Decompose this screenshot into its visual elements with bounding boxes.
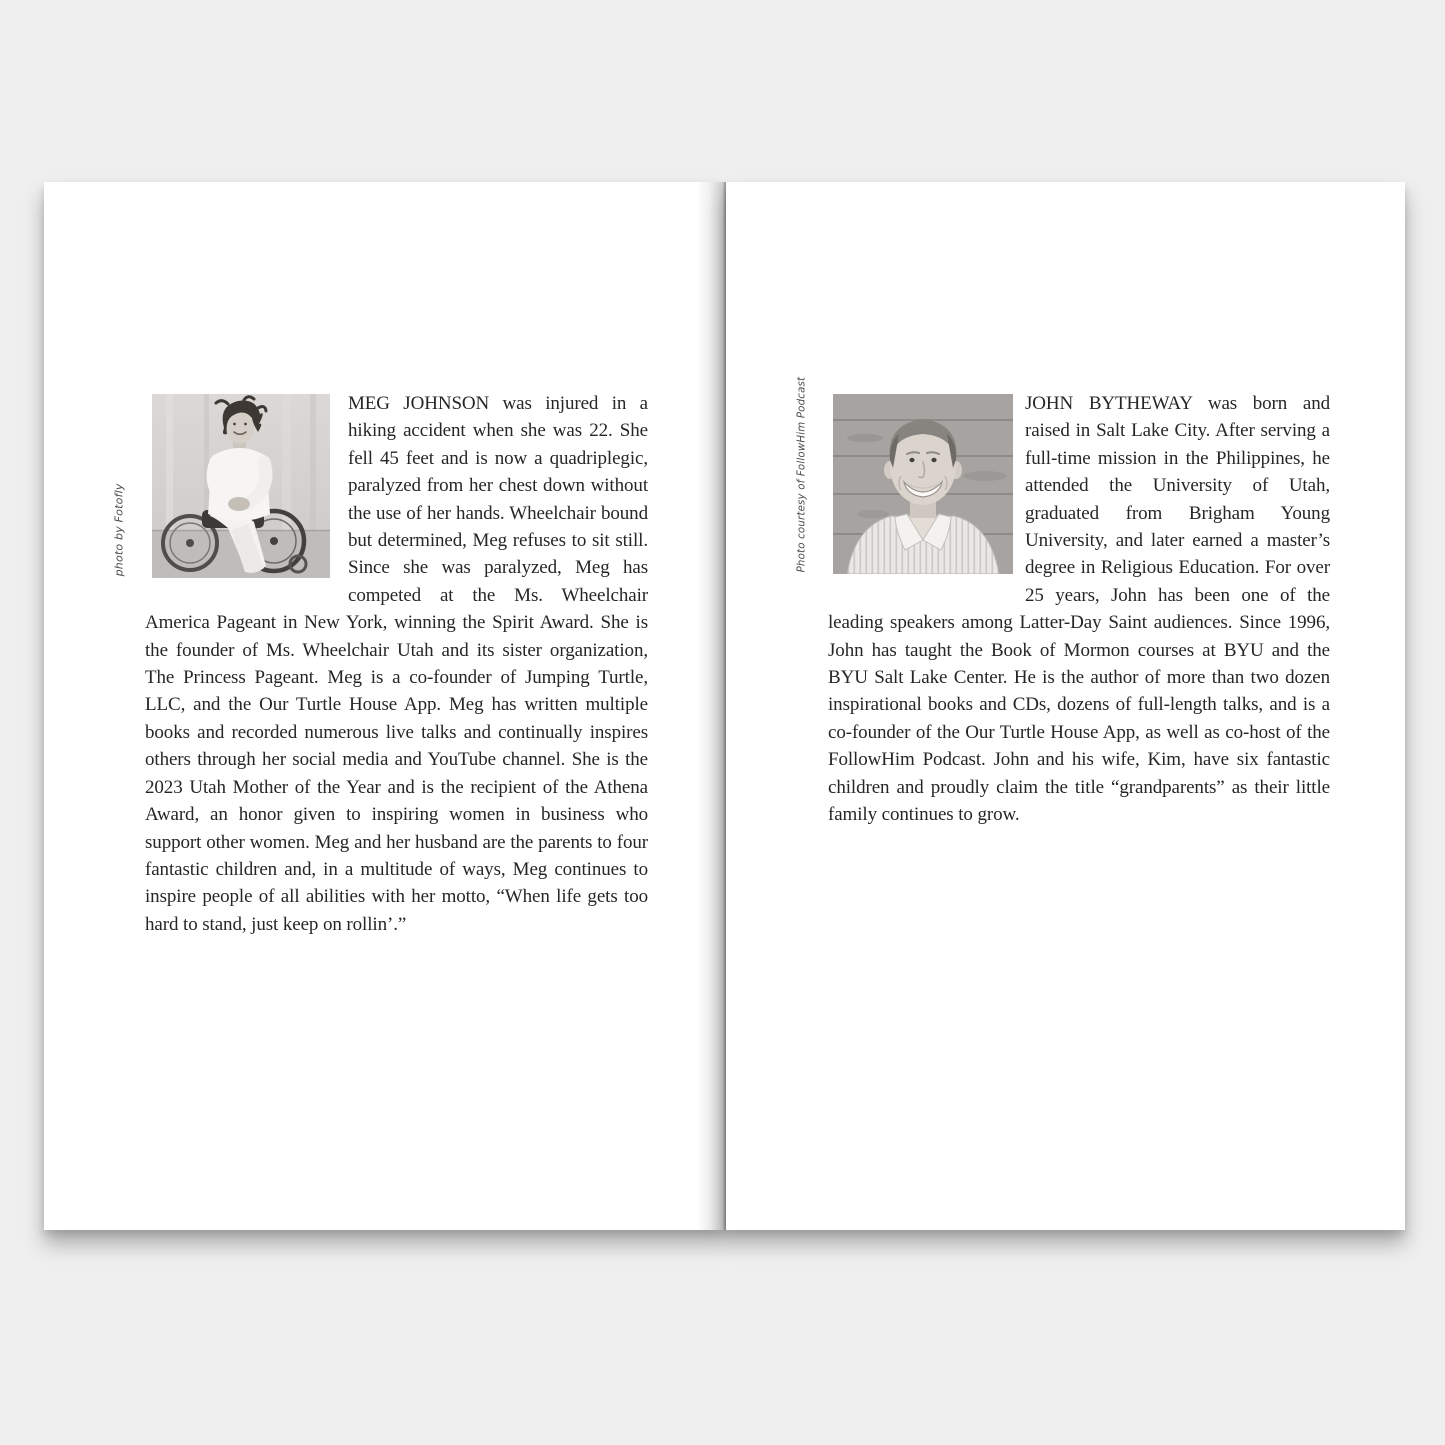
meg-photo-credit: photo by Fotofly (112, 483, 126, 576)
book-spread (44, 182, 1405, 1230)
left-page (44, 182, 726, 1230)
meg-bio-text: MEG JOHNSON was injured in a hiking accident when she was 22. She fell 45 feet and is now a quadriplegic, paralyzed from her chest down without the use of her hands. Wheelchair bound but determined, Meg refuses to sit still. Since she was paralyzed, Meg has competed at the Ms. Wheelchair America Pageant in New York, winning the Spirit Award. She is the founder of Ms. Wheelchair Utah and its sister organization, The Princess Pageant. Meg is a co-founder of Jumping Turtle, LLC, and the Our Turtle House App. Meg has written multiple books and recorded numerous live talks and continually inspires others through her social media and YouTube channel. She is the 2023 Utah Mother of the Year and is the recipient of the Athena Award, an honor given to inspiring women in business who support other women. Meg and her husband are the parents to four fantastic children and, in a multitude of ways, Meg continues to inspire people of all abilities with her motto, “When life gets too hard to stand, just keep on rollin’.” (145, 393, 648, 935)
meg-bio (112, 390, 648, 938)
meg-photo-block (112, 394, 330, 578)
john-photo-block (796, 376, 1013, 574)
meg-photo (152, 394, 330, 578)
john-bio-text: JOHN BYTHEWAY was born and raised in Salt Lake City. After serving a full-time mission in the Philippines, he attended the University of Utah, graduated from Brigham Young University, and later earned a master’s degree in Religious Education. For over 25 years, John has been one of the leading speakers among Latter-Day Saint audiences. Since 1996, John has taught the Book of Mormon courses at BYU and the BYU Salt Lake Center. He is the author of more than two dozen inspirational books and CDs, dozens of full-length talks, and is a co-founder of the Our Turtle House App, as well as co-host of the FollowHim Podcast. John and his wife, Kim, have six fantastic children and proudly claim the title “grandparents” as their little family continues to grow. (828, 393, 1330, 826)
john-photo-credit: Photo courtesy of FollowHim Podcast (796, 376, 808, 572)
right-page (726, 182, 1405, 1230)
john-photo (833, 394, 1013, 574)
john-bio (796, 376, 1330, 829)
